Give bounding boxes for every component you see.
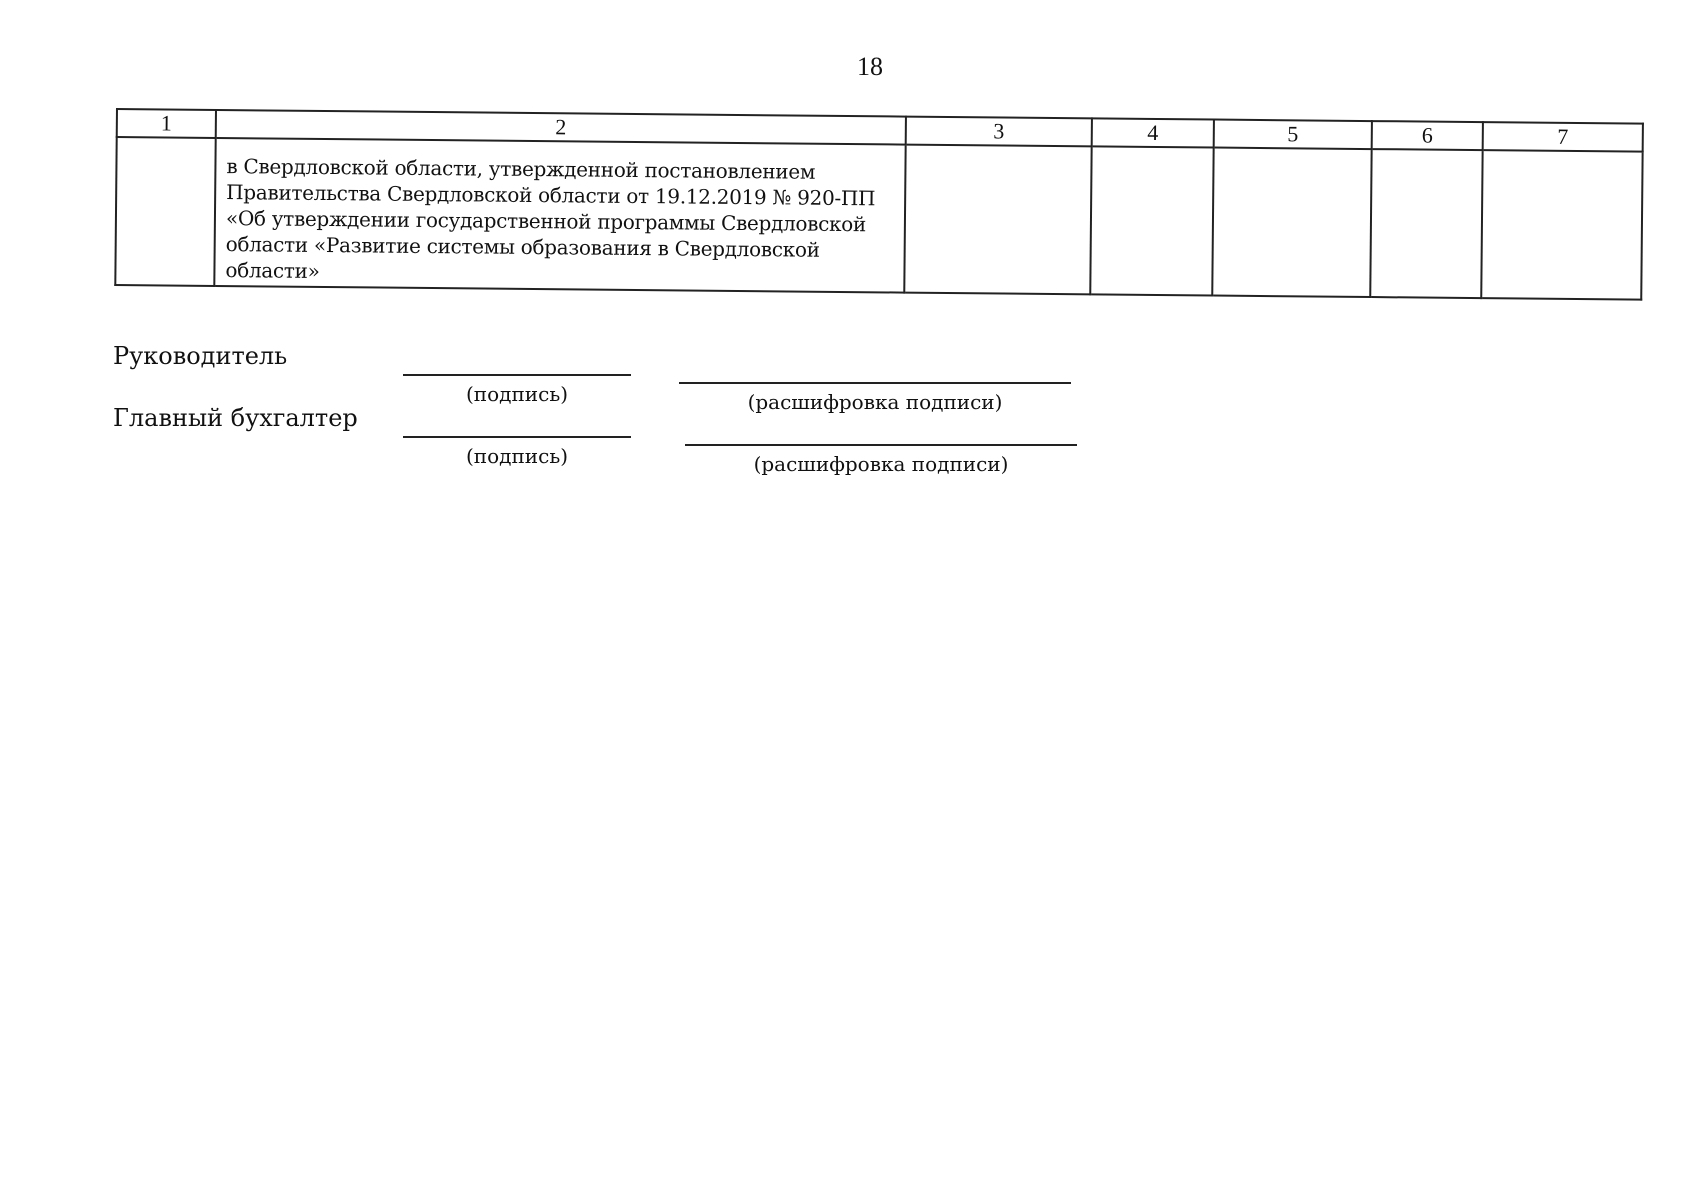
cell-col-5 <box>1212 148 1371 298</box>
cell-program-description: в Свердловской области, утвержденной постановлением Правительства Свердловской области от 19.12.2019 № 920-ПП «Об утверждении государственной программы Свердловской области «Развитие системы образования в Свердловской области» <box>214 138 905 293</box>
page-number: 18 <box>857 52 883 81</box>
column-header-1: 1 <box>117 109 216 138</box>
column-header-4: 4 <box>1092 118 1214 147</box>
cell-col-4 <box>1090 146 1213 295</box>
accountant-signature-caption: (подпись) <box>465 444 569 468</box>
accountant-decode-line <box>685 444 1077 446</box>
signature-block <box>113 334 1113 504</box>
accountant-signature-line <box>403 436 631 438</box>
cell-col-3 <box>904 145 1091 295</box>
accountant-decode-caption: (расшифровка подписи) <box>753 452 1009 476</box>
column-header-3: 3 <box>906 117 1092 147</box>
director-decode-caption: (расшифровка подписи) <box>747 390 1003 414</box>
cell-col-7 <box>1481 150 1642 300</box>
column-header-5: 5 <box>1214 120 1372 150</box>
director-signature-line <box>403 374 631 376</box>
director-signature-caption: (подпись) <box>465 382 569 406</box>
chief-accountant-label: Главный бухгалтер <box>113 404 358 432</box>
column-header-2: 2 <box>216 110 906 145</box>
director-decode-line <box>679 382 1071 384</box>
data-table <box>114 108 1644 301</box>
cell-col-1 <box>115 137 215 286</box>
column-header-7: 7 <box>1483 122 1643 152</box>
table-row <box>115 137 1642 300</box>
column-header-6: 6 <box>1372 121 1483 150</box>
director-label: Руководитель <box>113 342 288 370</box>
cell-col-6 <box>1370 149 1482 298</box>
